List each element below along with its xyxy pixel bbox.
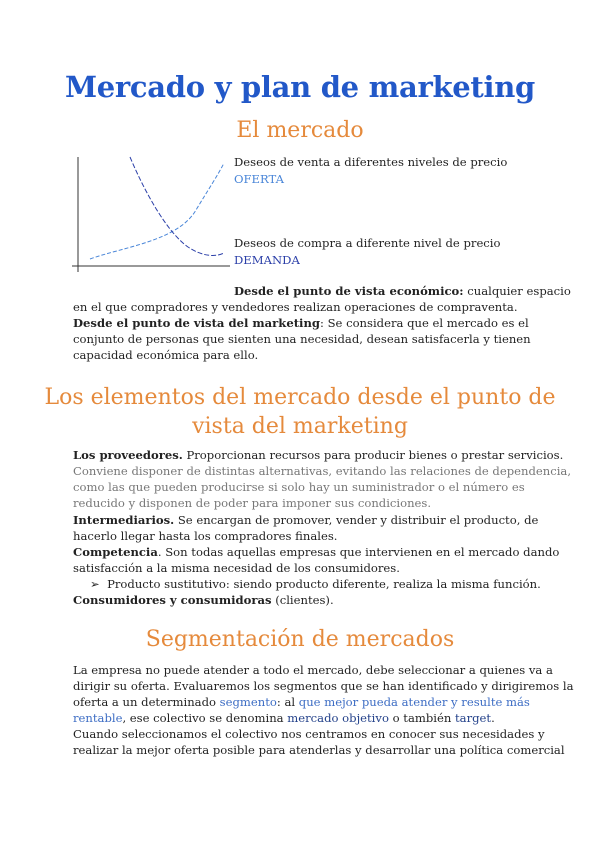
demanda-description: Deseos de compra a diferente nivel de precio <box>234 236 501 250</box>
competencia-label: Competencia <box>73 545 158 559</box>
target-term: target <box>455 711 492 725</box>
proveedores-note-line3: reducido y disponen de poder para imponer sus condiciones. <box>73 496 432 510</box>
section-heading-segmentacion: Segmentación de mercados <box>145 627 455 652</box>
consumidores-line <box>73 592 334 608</box>
oferta-label: OFERTA <box>234 172 285 186</box>
intermediarios-label: Intermediarios. <box>73 513 175 527</box>
section-heading-el-mercado: El mercado <box>236 118 364 143</box>
econ-text: cualquier espacio <box>463 284 571 298</box>
proveedores-text: Proporcionan recursos para producir bienes o prestar servicios. <box>182 448 564 462</box>
econ-paragraph-line2: en el que compradores y vendedores realizan operaciones de compraventa. <box>73 300 518 314</box>
mkt-label: Desde el punto de vista del marketing <box>73 316 320 330</box>
seg-line2: dirigir su oferta. Evaluaremos los segmentos que se han identificado y dirigiremos la <box>73 679 574 693</box>
seg-line6: realizar la mejor oferta posible para atenderlas y desarrollar una política comercial <box>73 743 565 757</box>
page-title: Mercado y plan de marketing <box>64 70 535 104</box>
rentable-term: rentable <box>73 711 123 725</box>
bullet-text: Producto sustitutivo: siendo producto diferente, realiza la misma función. <box>107 577 541 591</box>
proveedores-line1 <box>73 447 563 463</box>
mkt-paragraph-line2: conjunto de personas que sienten una necesidad, desean satisfacerla y tienen <box>73 332 531 346</box>
econ-label: Desde el punto de vista económico: <box>234 284 464 298</box>
heading-line2: vista del marketing <box>192 414 408 439</box>
seg-text: oferta a un determinado <box>73 695 220 709</box>
section-heading-elementos <box>0 383 600 441</box>
bullet-item-sustitutivo <box>90 576 541 592</box>
demanda-curve <box>130 157 224 255</box>
intermediarios-line1 <box>73 512 538 528</box>
segmento-term: segmento <box>219 695 277 709</box>
seg-text: : al <box>276 695 299 709</box>
intermediarios-text: Se encargan de promover, vender y distribuir el producto, de <box>174 513 539 527</box>
consumidores-label: Consumidores y consumidoras <box>73 593 272 607</box>
segmento-definition: que mejor pueda atender y resulte más <box>298 695 530 709</box>
mkt-paragraph-line1 <box>73 315 529 331</box>
seg-line3 <box>73 694 530 710</box>
seg-line1: La empresa no puede atender a todo el mercado, debe seleccionar a quienes va a <box>73 663 553 677</box>
arrow-bullet-icon: ➢ <box>90 577 100 591</box>
seg-text: . <box>491 711 495 725</box>
competencia-text: . Son todas aquellas empresas que intervienen en el mercado dando <box>157 545 560 559</box>
demanda-label: DEMANDA <box>234 253 300 267</box>
proveedores-note-line2: como las que pueden producirse si solo hay un suministrador o el número es <box>73 480 525 494</box>
oferta-description: Deseos de venta a diferentes niveles de precio <box>234 155 508 169</box>
mkt-paragraph-line3: capacidad económica para ello. <box>73 348 259 362</box>
supply-demand-chart <box>68 155 233 277</box>
mkt-text: : Se considera que el mercado es el <box>320 316 529 330</box>
econ-paragraph-line1 <box>234 283 571 299</box>
intermediarios-line2: hacerlo llegar hasta los compradores finales. <box>73 529 338 543</box>
competencia-line1 <box>73 544 559 560</box>
consumidores-text: (clientes). <box>271 593 334 607</box>
seg-line5: Cuando seleccionamos el colectivo nos centramos en conocer sus necesidades y <box>73 727 545 741</box>
heading-line1: Los elementos del mercado desde el punto de <box>44 385 556 410</box>
proveedores-note-line1: Conviene disponer de distintas alternativas, evitando las relaciones de dependencia, <box>73 464 571 478</box>
competencia-line2: satisfacción a la misma necesidad de los consumidores. <box>73 561 400 575</box>
seg-line4 <box>73 710 495 726</box>
seg-text: , ese colectivo se denomina <box>122 711 288 725</box>
proveedores-label: Los proveedores. <box>73 448 183 462</box>
seg-text: o también <box>388 711 455 725</box>
mercado-objetivo-term: mercado objetivo <box>287 711 389 725</box>
